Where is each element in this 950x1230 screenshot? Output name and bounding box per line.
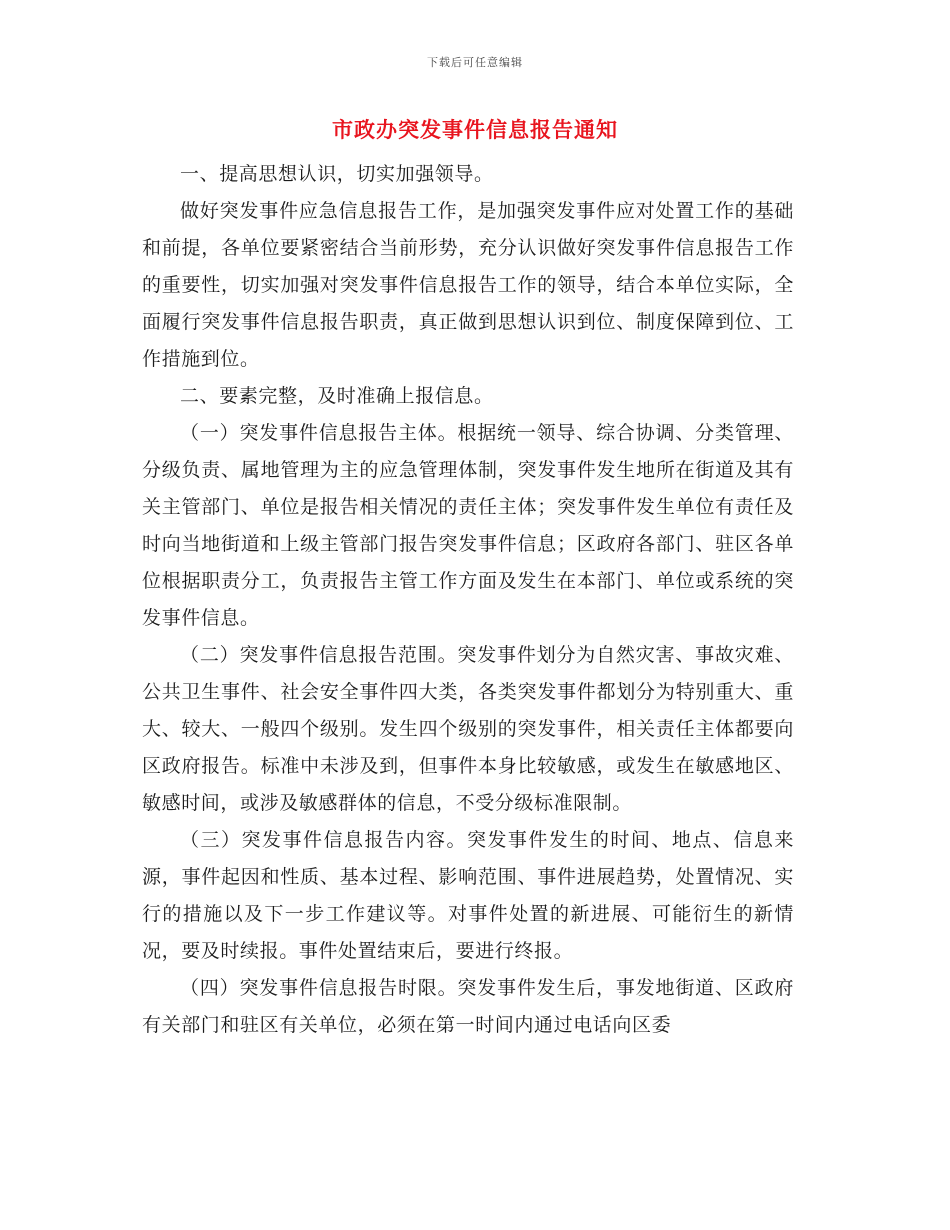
page-header-note: 下载后可任意编辑 <box>427 56 523 69</box>
section-heading-2: 二、要素完整，及时准确上报信息。 <box>180 385 494 407</box>
paragraph-report-subject: （一）突发事件信息报告主体。根据统一领导、综合协调、分类管理、分级负责、属地管理为主的应急管理体制，突发事件发生地所在街道及其有关主管部门、单位是报告相关情况的责任主体；突发事件发生单位有责任及时向当地街道和上级主管部门报告突发事件信息；区政府各部门、驻区各单位根据职责分工，负责报告主管工作方面及发生在本部门、单位或系统的突发事件信息。 <box>142 422 794 629</box>
document-body <box>142 156 794 1044</box>
document-title: 市政办突发事件信息报告通知 <box>332 117 618 142</box>
paragraph-report-content: （三）突发事件信息报告内容。突发事件发生的时间、地点、信息来源，事件起因和性质、基本过程、影响范围、事件进展趋势，处置情况、实行的措施以及下一步工作建议等。对事件处置的新进展、可能衍生的新情况，要及时续报。事件处置结束后，要进行终报。 <box>142 829 794 962</box>
paragraph-leadership: 做好突发事件应急信息报告工作，是加强突发事件应对处置工作的基础和前提，各单位要紧密结合当前形势，充分认识做好突发事件信息报告工作的重要性，切实加强对突发事件信息报告工作的领导，结合本单位实际，全面履行突发事件信息报告职责，真正做到思想认识到位、制度保障到位、工作措施到位。 <box>142 200 794 370</box>
paragraph-report-scope: （二）突发事件信息报告范围。突发事件划分为自然灾害、事故灾难、公共卫生事件、社会安全事件四大类，各类突发事件都划分为特别重大、重大、较大、一般四个级别。发生四个级别的突发事件，相关责任主体都要向区政府报告。标准中未涉及到，但事件本身比较敏感，或发生在敏感地区、敏感时间，或涉及敏感群体的信息，不受分级标准限制。 <box>142 644 794 814</box>
section-heading-1: 一、提高思想认识，切实加强领导。 <box>180 163 494 185</box>
paragraph-report-deadline: （四）突发事件信息报告时限。突发事件发生后，事发地街道、区政府有关部门和驻区有关单位，必须在第一时间内通过电话向区委 <box>142 977 794 1036</box>
